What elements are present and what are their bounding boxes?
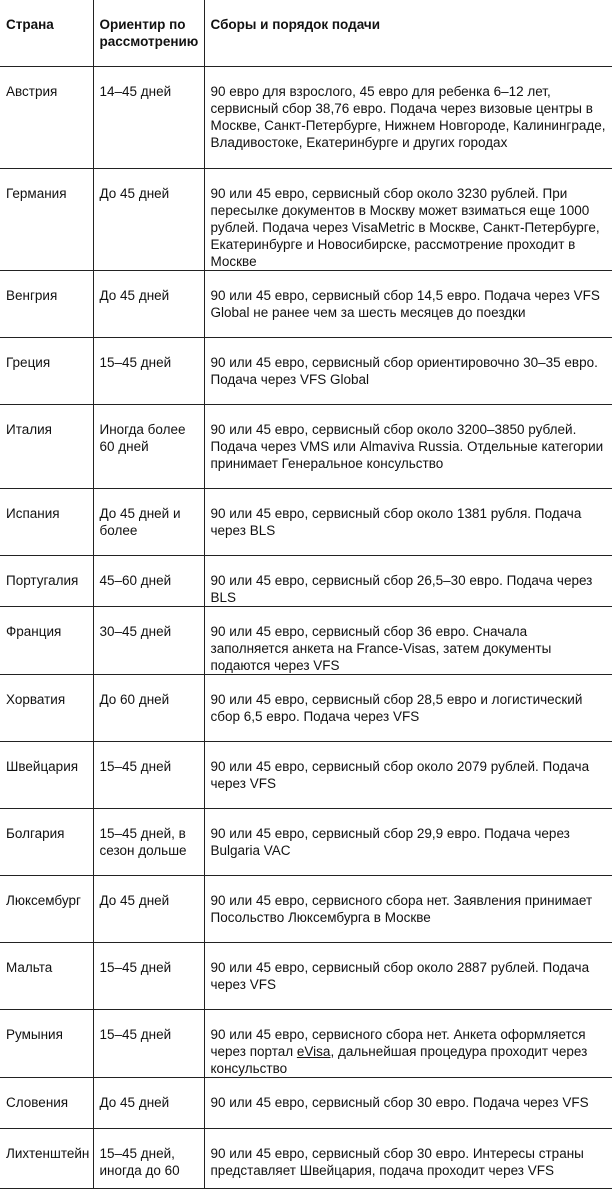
country-cell: Португалия <box>0 555 93 606</box>
review-cell: 45–60 дней <box>93 555 204 606</box>
country-cell: Болгария <box>0 808 93 875</box>
country-cell: Словения <box>0 1077 93 1128</box>
country-cell: Франция <box>0 606 93 674</box>
country-cell: Испания <box>0 488 93 555</box>
country-cell: Швейцария <box>0 741 93 808</box>
review-cell: До 45 дней <box>93 270 204 337</box>
table-row <box>0 555 612 606</box>
fees-cell: 90 евро для взрослого, 45 евро для ребенка 6–12 лет, сервисный сбор 38,76 евро. Подача через визовые центры в Москве, Санкт-Петербурге, Нижнем Новгороде, Калининграде, Владивостоке, Екатеринбурге и других городах <box>204 66 612 168</box>
review-cell: 30–45 дней <box>93 606 204 674</box>
table-header-row <box>0 0 612 66</box>
country-cell: Италия <box>0 404 93 488</box>
table-row <box>0 606 612 674</box>
table-row <box>0 808 612 875</box>
fees-cell: 90 или 45 евро, сервисного сбора нет. Заявления принимает Посольство Люксембурга в Москве <box>204 875 612 942</box>
review-cell: До 60 дней <box>93 674 204 741</box>
country-cell: Румыния <box>0 1009 93 1077</box>
table-row <box>0 942 612 1009</box>
country-cell: Хорватия <box>0 674 93 741</box>
country-cell: Австрия <box>0 66 93 168</box>
fees-cell: 90 или 45 евро, сервисный сбор 36 евро. Сначала заполняется анкета на France-Visas, затем документы подаются через VFS <box>204 606 612 674</box>
table-row <box>0 488 612 555</box>
fees-text: , дальнейшая процедура проходит через консульство <box>210 1043 588 1076</box>
review-cell: 15–45 дней, иногда до 60 <box>93 1128 204 1188</box>
country-cell: Лихтенштейн <box>0 1128 93 1188</box>
country-cell: Люксембург <box>0 875 93 942</box>
fees-cell: 90 или 45 евро, сервисный сбор около 1381 рубля. Подача через BLS <box>204 488 612 555</box>
fees-cell: 90 или 45 евро, сервисный сбор 29,9 евро. Подача через Bulgaria VAC <box>204 808 612 875</box>
header-review-time: Ориентир по рассмотрению <box>93 0 204 66</box>
table-row <box>0 1128 612 1188</box>
review-cell: Иногда более 60 дней <box>93 404 204 488</box>
fees-cell: 90 или 45 евро, сервисный сбор 14,5 евро. Подача через VFS Global не ранее чем за шесть месяцев до поездки <box>204 270 612 337</box>
review-cell: До 45 дней <box>93 168 204 270</box>
table-row <box>0 741 612 808</box>
fees-cell: 90 или 45 евро, сервисный сбор 30 евро. Подача через VFS <box>204 1077 612 1128</box>
review-cell: 15–45 дней <box>93 337 204 404</box>
table-row <box>0 404 612 488</box>
header-country: Страна <box>0 0 93 66</box>
country-cell: Мальта <box>0 942 93 1009</box>
review-cell: 14–45 дней <box>93 66 204 168</box>
country-cell: Германия <box>0 168 93 270</box>
country-cell: Греция <box>0 337 93 404</box>
fees-cell: 90 или 45 евро, сервисный сбор 28,5 евро и логистический сбор 6,5 евро. Подача через VFS <box>204 674 612 741</box>
table-row <box>0 168 612 270</box>
review-cell: 15–45 дней <box>93 942 204 1009</box>
table-row <box>0 1077 612 1128</box>
table-row <box>0 337 612 404</box>
review-cell: До 45 дней <box>93 1077 204 1128</box>
fees-cell: 90 или 45 евро, сервисный сбор около 2079 рублей. Подача через VFS <box>204 741 612 808</box>
review-cell: До 45 дней <box>93 875 204 942</box>
table-row <box>0 674 612 741</box>
fees-cell: 90 или 45 евро, сервисный сбор 30 евро. Интересы страны представляет Швейцария, подача проходит через VFS <box>204 1128 612 1188</box>
review-cell: 15–45 дней <box>93 741 204 808</box>
table-row <box>0 875 612 942</box>
fees-cell: 90 или 45 евро, сервисный сбор около 3230 рублей. При пересылке документов в Москву может взиматься еще 1000 рублей. Подача через VisaMetric в Москве, Санкт-Петербурге, Екатеринбурге и Новосибирске, рассмотрение проходит в Москве <box>204 168 612 270</box>
fees-cell: 90 или 45 евро, сервисный сбор ориентировочно 30–35 евро. Подача через VFS Global <box>204 337 612 404</box>
fees-cell <box>204 1009 612 1077</box>
evisa-link[interactable]: eVisa <box>296 1043 331 1059</box>
review-cell: До 45 дней и более <box>93 488 204 555</box>
fees-cell: 90 или 45 евро, сервисный сбор 26,5–30 евро. Подача через BLS <box>204 555 612 606</box>
header-fees: Сборы и порядок подачи <box>204 0 612 66</box>
fees-cell: 90 или 45 евро, сервисный сбор около 3200–3850 рублей. Подача через VMS или Almaviva Russia. Отдельные категории принимает Генеральное консульство <box>204 404 612 488</box>
review-cell: 15–45 дней <box>93 1009 204 1077</box>
fees-cell: 90 или 45 евро, сервисный сбор около 2887 рублей. Подача через VFS <box>204 942 612 1009</box>
review-cell: 15–45 дней, в сезон дольше <box>93 808 204 875</box>
table-row <box>0 66 612 168</box>
table-row <box>0 1009 612 1077</box>
fees-text: 90 или 45 евро, сервисного сбора нет. Анкета оформляется через портал <box>210 1026 586 1059</box>
country-cell: Венгрия <box>0 270 93 337</box>
table-row <box>0 270 612 337</box>
